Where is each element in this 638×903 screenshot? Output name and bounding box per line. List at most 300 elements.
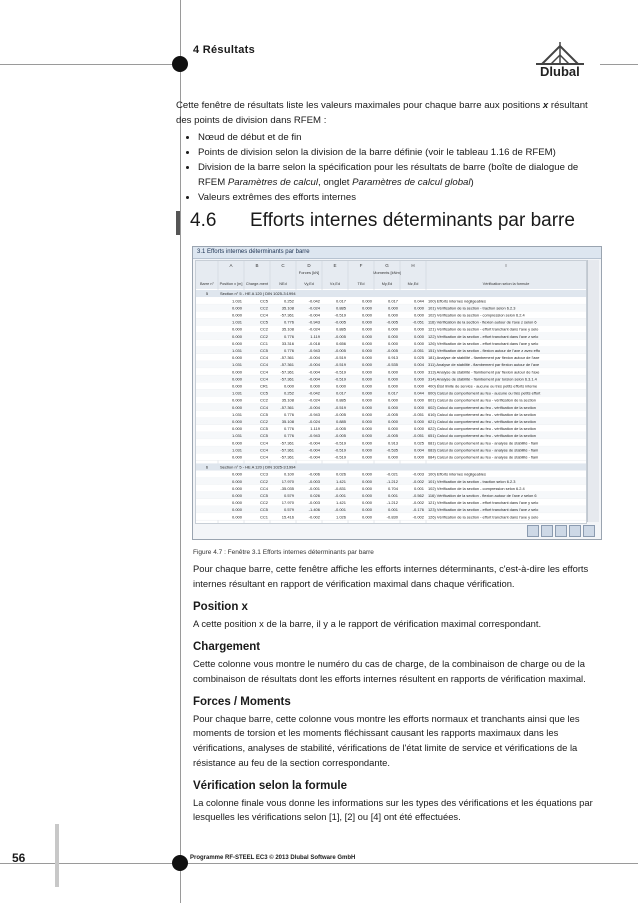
table-cell: 0.000 [387,333,398,339]
table-cell: 0.000 [231,369,242,375]
table-cell: 17.970 [281,500,294,506]
table-cell: 0.776 [283,348,294,353]
table-cell: 0.000 [361,507,372,513]
table-cell: 35.108 [281,419,294,424]
table-cell: -0.519 [334,355,346,361]
table-cell: 0.000 [231,419,242,424]
table-cell: 0.776 [283,319,294,325]
table-cell: 0.885 [335,397,346,403]
column-letter: D [307,263,311,268]
table-cell: 100) Efforts internes négligeables [428,471,486,477]
table-cell: -1.406 [308,507,320,513]
table-cell: -0.519 [334,447,346,453]
table-cell: -1.212 [386,478,398,484]
toolbar-button[interactable] [569,525,581,537]
figure-caption: Figure 4.7 : Fenêtre 3.1 Efforts internes déterminants par barre [193,549,374,556]
table-cell: -0.519 [334,454,346,460]
table-cell: 100) Efforts internes négligeables [428,298,486,304]
table-cell: 1.031 [231,348,242,353]
table-cell: 0.000 [361,333,372,339]
table-cell: CC3 [259,471,268,477]
table-cell: -0.042 [308,390,320,396]
table-cell: 0.000 [361,419,372,424]
table-cell: 0.000 [231,340,242,346]
member-number: 5 [205,291,209,297]
table-cell: 0.000 [231,312,242,318]
header-dot [172,56,188,72]
table-cell: -35.035 [280,485,294,491]
table-cell: 0.000 [413,326,424,332]
table-cell: 0.000 [361,478,372,484]
footer-bar [55,824,59,887]
table-cell: -0.943 [308,319,320,325]
table-cell: -0.176 [412,507,424,513]
column-header: Charge-ment [245,282,269,286]
table-cell: 0.001 [387,507,398,513]
table-cell: -0.006 [308,471,320,477]
table-cell: -0.004 [308,355,320,361]
table-cell: 0.000 [231,478,242,484]
table-cell: 122) Vérification de la section - effort tranchant dans l'axe z selo [428,333,539,339]
table-cell: 0.000 [387,397,398,403]
table-cell: 0.000 [231,376,242,382]
table-cell: 0.000 [413,419,424,424]
table-cell: 0.001 [387,493,398,498]
toolbar-button[interactable] [583,525,595,537]
table-cell: 0.579 [283,507,294,513]
table-cell: 0.000 [387,369,398,375]
table-cell: 0.000 [413,376,424,382]
table-cell: 1.031 [231,411,242,417]
table-cell: -0.018 [308,340,320,346]
section-label: Section n° 5 - HE A 120 | DIN 1025-3:1994 [220,291,296,297]
table-cell: -0.021 [386,471,398,477]
table-cell: 0.000 [361,305,372,311]
table-cell: 1.031 [231,433,242,439]
table-cell: -0.004 [308,454,320,460]
table-cell: -57.361 [280,440,294,446]
table-cell: 1.119 [310,333,320,339]
column-letter: G [385,263,389,268]
table-cell: 0.579 [283,493,294,498]
table-cell: 0.885 [335,419,346,424]
table-cell: 0.000 [231,514,242,520]
table-cell: -0.005 [386,411,398,417]
table-cell: CC1 [259,514,268,520]
table-cell: 0.000 [231,426,242,432]
table-cell: -0.535 [386,447,398,453]
table-cell: -0.005 [334,348,346,353]
table-cell: 0.000 [361,340,372,346]
table-cell: 121) Vérification de la section - effort tranchant dans l'axe y selo [428,326,539,332]
list-item: • Points de division selon la division de la barre définie (voir le tableau 1.16 de RFEM) [198,145,601,160]
body-text [193,562,603,825]
table-cell: 15.416 [281,514,294,520]
logo-text: Dlubal [540,64,580,79]
heading-position: Position x [193,601,248,614]
table-cell: 0.017 [335,298,346,304]
table-cell: 0.000 [413,333,424,339]
table-cell: -0.005 [334,411,346,417]
chapter-title: 4 Résultats [193,44,255,56]
table-cell: 0.000 [283,383,294,389]
list-item: • Valeurs extrêmes des efforts internes [198,190,601,205]
table-cell: CC4 [259,355,268,361]
table-cell: 0.000 [231,440,242,446]
table-cell: -0.535 [386,362,398,368]
table-cell: 0.017 [387,298,398,304]
table-cell: 0.000 [413,305,424,311]
table-cell: 0.000 [231,404,242,410]
table-cell: -0.002 [412,500,424,506]
table-cell: -0.003 [412,471,424,477]
table-cell: -57.361 [280,454,294,460]
table-cell: -0.004 [308,362,320,368]
table-cell: CR1 [259,383,268,389]
table-cell: -0.002 [308,514,320,520]
table-cell: 0.000 [231,397,242,403]
table-cell: -0.042 [308,298,320,304]
table-cell: -0.005 [386,348,398,353]
section-marker [176,211,180,235]
table-cell: -0.002 [412,478,424,484]
table-cell: -0.051 [412,411,424,417]
table-cell: -0.005 [334,426,346,432]
table-cell: 1.031 [231,298,242,304]
table-cell: -57.361 [280,447,294,453]
table-cell: -0.519 [334,369,346,375]
column-letter: I [505,263,507,268]
table-cell: CC5 [259,433,268,439]
table-cell: -0.004 [308,369,320,375]
table-cell: CC2 [259,333,268,339]
table-cell: 1.421 [335,478,346,484]
table-cell: -0.024 [308,326,320,332]
table-cell: 0.000 [335,383,346,389]
table-cell: 0.000 [361,485,372,491]
table-cell: 0.000 [361,454,372,460]
table-cell: 0.000 [231,471,242,477]
table-cell: 0.017 [335,390,346,396]
table-cell: -0.005 [334,319,346,325]
table-cell: -0.005 [334,333,346,339]
table-cell: -0.519 [334,404,346,410]
table-cell: 0.000 [361,514,372,520]
table-cell: 0.000 [361,326,372,332]
intro-block [176,98,601,205]
page-number: 56 [12,851,26,865]
toolbar-button[interactable] [541,525,553,537]
table-cell: 314) Analyse de stabilité - flambement par torsion selon 6.3.1.4 [428,376,537,382]
table-cell: -57.361 [280,355,294,361]
table-cell: 0.000 [231,507,242,513]
footer-dot [172,855,188,871]
table-cell: 102) Vérification de la section - compression selon 6.2.4 [428,312,525,318]
table-cell: -0.024 [308,305,320,311]
table-cell: 0.000 [361,440,372,446]
table-cell: 0.000 [361,319,372,325]
table-cell: 0.017 [387,390,398,396]
table-cell: 684) Calcul du comportement au feu - analyse de stabilité - flam [428,454,539,460]
table-cell: -1.212 [386,500,398,506]
table-cell: -57.361 [280,376,294,382]
table-cell: 0.026 [335,471,346,477]
table-cell: CC5 [259,348,268,353]
table-cell: 0.913 [387,440,398,446]
table-cell: 0.000 [231,493,242,498]
toolbar-button[interactable] [527,525,539,537]
table-cell: -57.361 [280,312,294,318]
table-cell: -0.051 [412,433,424,439]
header-rule-left [0,64,180,65]
table-cell: 0.000 [361,471,372,477]
column-header: TEd [357,282,365,286]
table-cell: 116) Vérification de la section - flexion autour de l'axe z selon 6 [428,319,537,325]
section-number: 4.6 [190,210,217,231]
table-cell: 0.000 [387,376,398,382]
footer-rule [0,863,638,864]
table-cell: 1.031 [231,362,242,368]
table-cell: CC5 [259,426,268,432]
table-cell: 601) Calcul du comportement au feu - vérification de la section [428,397,536,403]
table-cell: 102) Vérification de la section - compression selon 6.2.4 [428,485,525,491]
list-item: • Nœud de début et de fin [198,130,601,145]
table-cell: -0.004 [308,312,320,318]
table-cell: CC5 [259,493,268,498]
paragraph: Cette colonne vous montre le numéro du cas de charge, de la combinaison de charge ou de la combinaison de résultats dont les efforts internes résultent en rapports de vérification maximal. [193,657,586,684]
table-cell: CC2 [259,397,268,403]
table-cell: CC5 [259,298,268,304]
table-cell: 0.000 [413,397,424,403]
table-cell: 181) Analyse de stabilité - flambement par flexion autour de l'axe [428,355,540,361]
table-cell: 101) Vérification de la section - traction selon 6.2.3 [428,478,516,484]
table-cell: 0.000 [387,426,398,432]
table-cell: -0.005 [334,433,346,439]
table-cell: 0.000 [231,333,242,339]
table-cell: 600) Calcul du comportement au feu - aucune ou très petits effort [428,390,541,396]
table-cell: 0.000 [361,348,372,353]
paragraph: Pour chaque barre, cette fenêtre affiche les efforts internes déterminants, c'est-à-dire les efforts internes résultant en rapport de vérification maximal dans chaque vérification. [193,563,589,589]
table-cell: 0.000 [231,500,242,506]
table-cell: 1.421 [335,500,346,506]
table-cell: -0.519 [334,362,346,368]
table-cell: 35.108 [281,305,294,311]
table-cell: 0.004 [413,362,424,368]
window-title: 3.1 Efforts internes déterminants par barre [193,247,601,259]
table-cell: 0.000 [361,426,372,432]
table-cell: -0.001 [308,485,320,491]
table-cell: -0.005 [386,319,398,325]
table-cell: 0.000 [387,305,398,311]
table-cell: 311) Analyse de stabilité - flambement par flexion autour de l'axe [428,362,540,368]
table-cell: 0.000 [361,383,372,389]
table-cell: 0.000 [387,383,398,389]
table-cell: 0.776 [283,433,294,439]
results-table[interactable] [195,260,587,524]
table-cell: 35.108 [281,397,294,403]
table-cell: -57.361 [280,362,294,368]
table-cell: CC4 [259,447,268,453]
table-cell: CC5 [259,319,268,325]
table-cell: 0.000 [413,426,424,432]
heading-forces: Forces / Moments [193,696,291,709]
table-cell: 0.776 [283,333,294,339]
table-cell: 0.000 [361,404,372,410]
table-cell: 0.000 [231,305,242,311]
table-cell: 0.252 [283,298,294,304]
table-cell: CC2 [259,419,268,424]
header-rule-right [600,64,638,65]
table-cell: 0.000 [387,454,398,460]
table-cell: 602) Calcul du comportement au feu - vérification de la section [428,404,536,410]
paragraph: A cette position x de la barre, il y a le rapport de vérification maximal correspondant. [193,617,542,629]
table-cell: 0.000 [413,383,424,389]
table-cell: 616) Calcul du comportement au feu - vérification de la section [428,411,536,417]
table-cell: -0.562 [412,493,424,498]
intro-bullet-list [176,130,601,205]
table-cell: 1.119 [310,426,320,432]
table-cell: CC4 [259,312,268,318]
table-cell: 1.031 [231,390,242,396]
table-cell: 0.000 [361,312,372,318]
intro-paragraph: Cette fenêtre de résultats liste les valeurs maximales pour chaque barre aux positions x résultant des points de division dans RFEM : [176,100,588,126]
table-cell: 0.044 [413,390,424,396]
table-cell: 0.000 [361,397,372,403]
table-cell: 17.970 [281,478,294,484]
table-cell: -0.519 [334,376,346,382]
table-cell: CC2 [259,305,268,311]
table-cell: -57.361 [280,369,294,375]
table-cell: 0.100 [283,471,294,477]
column-letter: C [281,263,285,268]
table-cell: 0.000 [413,454,424,460]
column-letter: A [229,263,233,268]
table-cell: -0.003 [308,500,320,506]
table-cell: 151) Vérification de la section - flexion autour de l'axe z avec effo [428,348,541,353]
table-cell: 0.000 [361,390,372,396]
table-cell: CC4 [259,440,268,446]
table-cell: -0.830 [386,514,398,520]
table-cell: 0.885 [335,305,346,311]
table-cell: CC1 [259,340,268,346]
table-cell: CC4 [259,369,268,375]
table-cell: -0.004 [308,447,320,453]
table-cell: 0.913 [387,355,398,361]
vertical-scrollbar[interactable] [587,260,599,522]
table-cell: 0.000 [361,493,372,498]
column-header: Vz,Ed [329,282,341,286]
column-letter: F [359,263,363,268]
table-cell: 0.000 [413,369,424,375]
table-cell: -0.831 [334,485,346,491]
table-cell: -0.001 [334,507,346,513]
table-cell: 0.885 [335,326,346,332]
column-letter: E [333,263,337,268]
table-cell: 681) Calcul du comportement au feu - analyse de stabilité - flam [428,440,539,446]
table-cell: -0.024 [308,397,320,403]
paragraph: La colonne finale vous donne les informations sur les types des vérifications et les équations par lesquelles les vérifications selon [1], [2] ou [4] ont été effectuées. [193,796,593,823]
table-cell: 0.000 [361,411,372,417]
table-cell: CC5 [259,411,268,417]
table-cell: 0.776 [283,411,294,417]
table-cell: 0.656 [335,340,346,346]
table-cell: 0.000 [361,362,372,368]
table-cell: 101) Vérification de la section - traction selon 6.2.3 [428,305,516,311]
table-cell: 0.000 [361,500,372,506]
table-cell: -0.943 [308,348,320,353]
table-cell: 0.000 [387,419,398,424]
table-cell: 0.776 [283,426,294,432]
table-cell: 0.000 [387,326,398,332]
table-cell: 0.000 [231,326,242,332]
table-cell: 0.044 [413,298,424,304]
heading-verification: Vérification selon la formule [193,780,348,793]
column-header: My,Ed [381,282,393,286]
column-header: Mz,Ed [407,282,419,286]
table-cell: 400) État limite de service - aucune ou très petits efforts interne [428,383,538,389]
table-cell: -0.051 [412,319,424,325]
table-cell: -0.004 [308,404,320,410]
table-cell: CC4 [259,404,268,410]
table-cell: 1.031 [231,319,242,325]
table-cell: 126) Vérification de la section - effort tranchant dans l'axe y selo [428,340,539,346]
table-cell: -0.003 [308,478,320,484]
table-cell: 0.000 [361,355,372,361]
table-cell: -0.005 [386,433,398,439]
section-heading [176,207,606,239]
heading-chargement: Chargement [193,641,261,654]
table-cell: 0.000 [387,340,398,346]
table-cell: 0.001 [413,485,424,491]
footer-text: Programme RF-STEEL EC3 © 2013 Dlubal Software GmbH [190,855,356,861]
table-cell: 0.000 [231,383,242,389]
table-cell: CC5 [259,507,268,513]
table-cell: 1.026 [335,514,346,520]
toolbar-button[interactable] [555,525,567,537]
table-cell: 0.000 [361,376,372,382]
table-cell: 0.000 [361,433,372,439]
table-cell: CC4 [259,362,268,368]
section-label: Section n° 5 - HE A 120 | DIN 1025-3:1994 [220,464,296,470]
table-cell: 0.000 [387,404,398,410]
table-cell: CC2 [259,326,268,332]
table-cell: 0.026 [309,493,320,498]
table-cell: 0.000 [309,383,320,389]
column-header: Barre n° [200,282,214,286]
table-cell: 1.031 [231,447,242,453]
column-header: Position x [m] [219,282,243,286]
table-cell: 0.000 [361,369,372,375]
table-cell: 116) Vérification de la section - flexion autour de l'axe z selon 6 [428,493,537,498]
table-cell: CC4 [259,485,268,491]
member-number: 6 [205,464,209,470]
table-cell: 622) Calcul du comportement au feu - vérification de la section [428,426,536,432]
window-toolbar [525,524,595,536]
table-cell: 0.000 [413,340,424,346]
table-cell: CC5 [259,390,268,396]
table-cell: 0.025 [413,355,424,361]
table-cell: 0.000 [413,404,424,410]
table-cell: -0.002 [412,514,424,520]
table-cell: 0.000 [231,355,242,361]
table-cell: CC2 [259,478,268,484]
table-cell: -0.051 [412,348,424,353]
table-cell: 651) Calcul du comportement au feu - vérification de la section [428,433,536,439]
list-item: • Division de la barre selon la spécification pour les résultats de barre (boîte de dialogue de RFEM Paramètres de calcul, onglet Paramètres de calcul global) [198,160,601,190]
table-cell: 0.000 [361,447,372,453]
table-cell: 621) Calcul du comportement au feu - vérification de la section [428,419,536,424]
table-cell: 126) Vérification de la section - effort tranchant dans l'axe y selo [428,514,539,520]
